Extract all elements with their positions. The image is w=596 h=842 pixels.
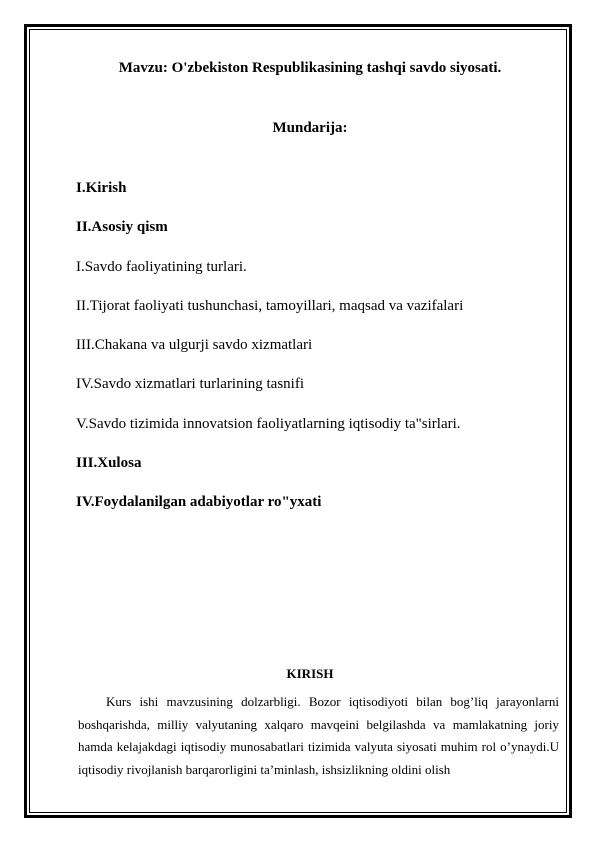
toc-item: II.Tijorat faoliyati tushunchasi, tamoyillari, maqsad va vazifalari — [76, 297, 464, 314]
toc-item: IV.Foydalanilgan adabiyotlar ro"yxati — [76, 494, 322, 511]
toc-item: I.Kirish — [76, 180, 127, 196]
toc-item: V.Savdo tizimida innovatsion faoliyatlarning iqtisodiy ta"sirlari. — [76, 415, 461, 432]
topic-heading: Mavzu: O'zbekiston Respublikasining tashqi savdo siyosati. — [118, 60, 502, 76]
toc-item: III.Xulosa — [76, 455, 142, 472]
intro-paragraph: Kurs ishi mavzusining dolzarbligi. Bozor iqtisodiyoti bilan bog’liq jarayonlarni boshqarishda, milliy valyutaning xalqaro mavqeini belgilashda va mamlakatning joriy hamda kelajakdagi iqtisodiy munosabatlari tizimida valyuta siyosati muhim rol o’ynaydi.U iqtisodiy rivojlanish barqarorligini ta’minlash, ishsizlikning oldini olish — [78, 694, 559, 777]
toc-item: I.Savdo faoliyatining turlari. — [76, 258, 247, 275]
table-of-contents — [76, 178, 463, 532]
toc-item: II.Asosiy qism — [76, 219, 168, 236]
toc-item: III.Chakana va ulgurji savdo xizmatlari — [76, 337, 313, 354]
toc-title: Mundarija: — [272, 120, 348, 136]
section-title: KIRISH — [286, 666, 334, 681]
toc-item: IV.Savdo xizmatlari turlarining tasnifi — [76, 376, 305, 393]
